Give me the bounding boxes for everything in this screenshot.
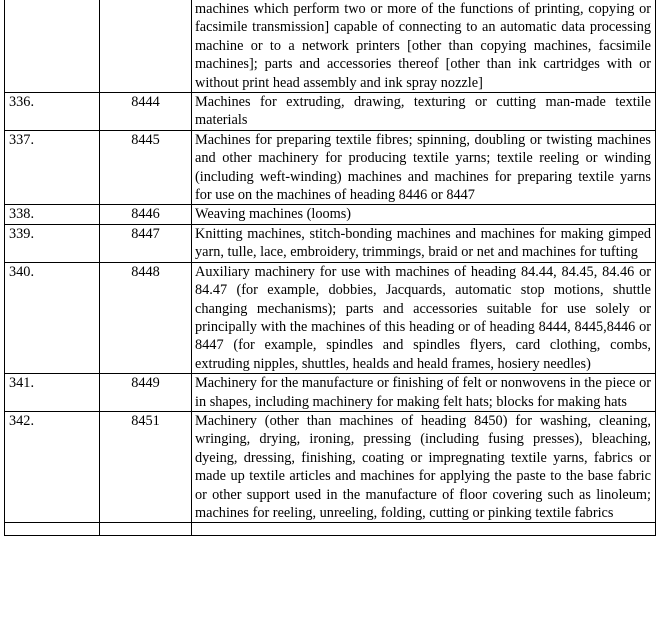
serial-number-cell: 342. xyxy=(5,411,100,522)
description-cell: Machinery for the manufacture or finishing of felt or nonwovens in the piece or in shapes, including machinery for making felt hats; blocks for making hats xyxy=(192,374,656,412)
table-row xyxy=(5,224,656,262)
description-cell: machines which perform two or more of the functions of printing, copying or facsimile transmission] capable of connecting to an automatic data processing machine or to a network printers [other than copying machines, facsimile machines]; parts and accessories thereof [other than ink cartridges with or without print head assembly and ink spray nozzle] xyxy=(192,0,656,93)
serial-number-cell: 340. xyxy=(5,262,100,373)
table-row xyxy=(5,93,656,131)
tariff-heading-cell: 8451 xyxy=(100,411,192,522)
description-cell: Weaving machines (looms) xyxy=(192,205,656,224)
tariff-heading-cell: 8445 xyxy=(100,130,192,205)
serial-number-cell xyxy=(5,523,100,536)
description-cell: Auxiliary machinery for use with machines of heading 84.44, 84.45, 84.46 or 84.47 (for example, dobbies, Jacquards, automatic stop motions, shuttle changing mechanisms); parts and accessories suitable for use solely or principally with the machines of this heading or of heading 8444, 8445,8446 or 8447 (for example, spindles and spindles flyers, card clothing, combs, extruding nipples, shuttles, healds and heald frames, hosiery needles) xyxy=(192,262,656,373)
table-row xyxy=(5,130,656,205)
description-cell: Machines for preparing textile fibres; spinning, doubling or twisting machines and other machinery for producing textile yarns; textile reeling or winding (including weft-winding) machines and machines for preparing textile yarns for use on the machines of heading 8446 or 8447 xyxy=(192,130,656,205)
serial-number-cell xyxy=(5,0,100,93)
table-row xyxy=(5,374,656,412)
table-row xyxy=(5,411,656,522)
serial-number-cell: 336. xyxy=(5,93,100,131)
serial-number-cell: 341. xyxy=(5,374,100,412)
tariff-heading-cell: 8449 xyxy=(100,374,192,412)
table-row xyxy=(5,0,656,93)
tariff-heading-cell: 8447 xyxy=(100,224,192,262)
tariff-heading-cell xyxy=(100,523,192,536)
table-row xyxy=(5,205,656,224)
tariff-heading-cell: 8446 xyxy=(100,205,192,224)
tariff-table xyxy=(4,0,656,536)
serial-number-cell: 338. xyxy=(5,205,100,224)
table-row xyxy=(5,262,656,373)
description-cell: Machinery (other than machines of heading 8450) for washing, cleaning, wringing, drying, ironing, pressing (including fusing presses), bleaching, dyeing, dressing, finishing, coating or impregnating textile yarns, fabrics or made up textile articles and machines for applying the paste to the base fabric or other support used in the manufacture of floor covering such as linoleum; machines for reeling, unreeling, folding, cutting or pinking textile fabrics xyxy=(192,411,656,522)
tariff-heading-cell: 8448 xyxy=(100,262,192,373)
serial-number-cell: 339. xyxy=(5,224,100,262)
tariff-heading-cell xyxy=(100,0,192,93)
description-cell: Knitting machines, stitch-bonding machines and machines for making gimped yarn, tulle, lace, embroidery, trimmings, braid or net and machines for tufting xyxy=(192,224,656,262)
serial-number-cell: 337. xyxy=(5,130,100,205)
description-cell: Machines for extruding, drawing, texturing or cutting man-made textile materials xyxy=(192,93,656,131)
description-cell xyxy=(192,523,656,536)
table-row xyxy=(5,523,656,536)
tariff-heading-cell: 8444 xyxy=(100,93,192,131)
